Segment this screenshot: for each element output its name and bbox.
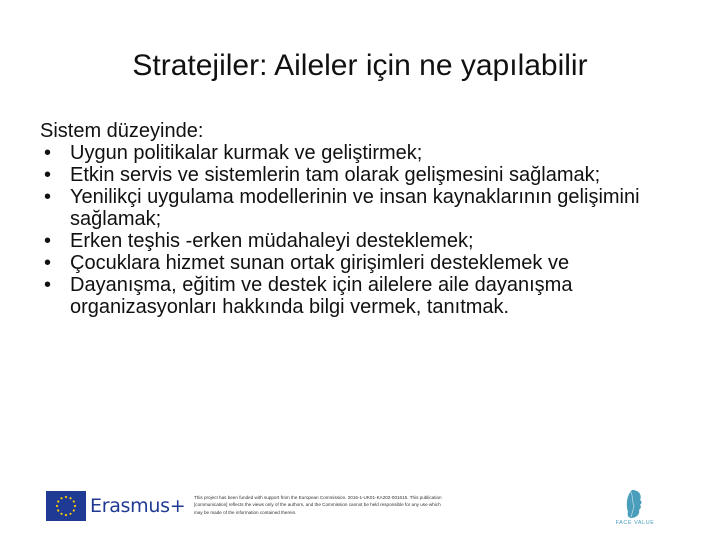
bullet-list bbox=[40, 142, 690, 318]
eu-star-icon bbox=[69, 497, 71, 499]
list-item bbox=[40, 252, 690, 274]
eu-star-icon bbox=[74, 505, 76, 507]
eu-star-icon bbox=[65, 514, 67, 516]
face-value-logo bbox=[610, 488, 660, 530]
bullet-icon: • bbox=[44, 230, 52, 252]
eu-star-icon bbox=[73, 500, 75, 502]
erasmus-logo bbox=[46, 488, 196, 524]
bullet-text: Çocuklara hizmet sunan ortak girişimleri desteklemek ve bbox=[70, 252, 570, 274]
bullet-text: Dayanışma, eğitim ve destek için ailelere aile dayanışma organizasyonları hakkında bilgi vermek, tanıtmak. bbox=[70, 274, 573, 318]
partner-label: FACE VALUE bbox=[615, 520, 655, 526]
bullet-icon: • bbox=[44, 274, 52, 296]
bullet-icon: • bbox=[44, 252, 52, 274]
eu-star-icon bbox=[73, 509, 75, 511]
eu-star-icon bbox=[60, 497, 62, 499]
list-item bbox=[40, 230, 690, 252]
bullet-text: Yenilikçi uygulama modellerinin ve insan kaynaklarının gelişimini sağlamak; bbox=[70, 186, 640, 230]
bullet-icon: • bbox=[44, 186, 52, 208]
bullet-text: Etkin servis ve sistemlerin tam olarak gelişmesini sağlamak; bbox=[70, 164, 601, 186]
bullet-text: Erken teşhis -erken müdahaleyi desteklemek; bbox=[70, 230, 474, 252]
erasmus-label: Erasmus+ bbox=[90, 495, 186, 517]
bullet-text: Uygun politikalar kurmak ve geliştirmek; bbox=[70, 142, 423, 164]
eu-star-icon bbox=[65, 496, 67, 498]
intro-text: Sistem düzeyinde: bbox=[40, 120, 204, 142]
slide-title: Stratejiler: Aileler için ne yapılabilir bbox=[132, 49, 588, 82]
bullet-icon: • bbox=[44, 142, 52, 164]
list-item bbox=[40, 142, 690, 164]
list-item bbox=[40, 186, 690, 230]
eu-star-icon bbox=[57, 500, 59, 502]
face-profile-icon bbox=[610, 488, 660, 520]
eu-star-icon bbox=[69, 513, 71, 515]
eu-flag-icon bbox=[46, 491, 86, 521]
funding-disclaimer: This project has been funded with support from the European Commission. 2016-1-UK01-KA202-001615. This publication [communication] reflects the views only of the authors, and the Commission cannot be held responsible for any use which may be made of the information contained therein. bbox=[194, 495, 442, 515]
bullet-icon: • bbox=[44, 164, 52, 186]
eu-star-icon bbox=[60, 513, 62, 515]
eu-star-icon bbox=[57, 509, 59, 511]
eu-star-icon bbox=[56, 505, 58, 507]
list-item bbox=[40, 164, 690, 186]
list-item bbox=[40, 274, 690, 318]
slide-body bbox=[40, 120, 690, 318]
